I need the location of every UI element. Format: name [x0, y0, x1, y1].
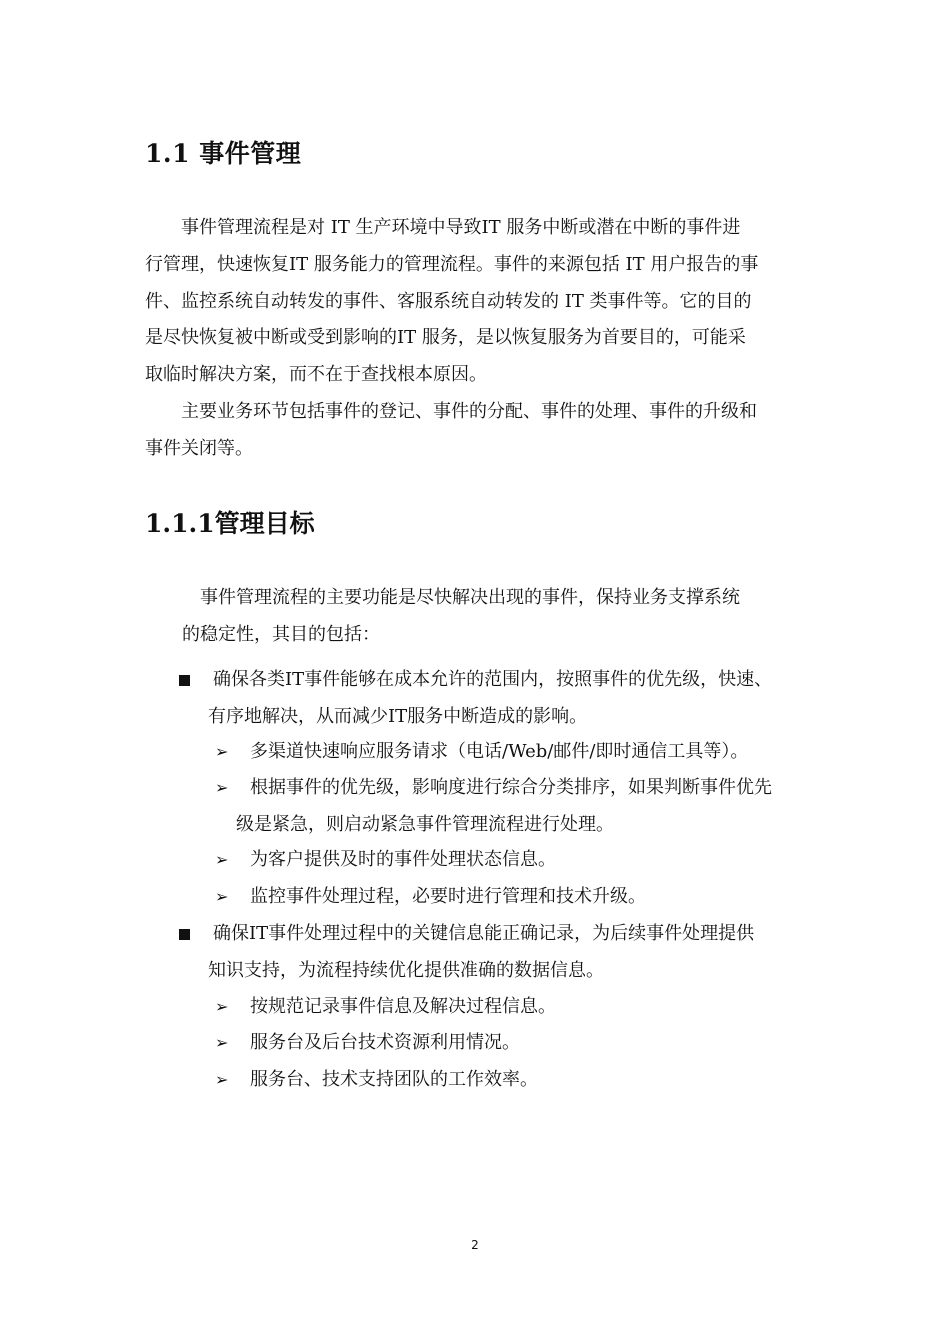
sub-bullet-text [236, 769, 772, 843]
intro-line: 取临时解决方案，而不在于查找根本原因。 [145, 364, 487, 386]
intro-line: 是尽快恢复被中断或受到影响的IT 服务，是以恢复服务为首要目的，可能采 [145, 327, 746, 349]
intro-line: 事件管理流程是对 IT 生产环境中导致IT 服务中断或潜在中断的事件进 [145, 217, 741, 238]
arrow-bullet-icon: ➢ [215, 887, 229, 906]
arrow-bullet-icon: ➢ [215, 997, 229, 1016]
bullet-text [208, 915, 755, 989]
subsection-heading: 1.1.1管理目标 [145, 509, 315, 538]
intro-line: 行管理，快速恢复IT 服务能力的管理流程。事件的来源包括 IT 用户报告的事 [145, 253, 759, 275]
sub-bullet-line: 为客户提供及时的事件处理状态信息。 [250, 849, 556, 870]
sub-bullet-line: 服务台、技术支持团队的工作效率。 [250, 1069, 538, 1090]
scope-paragraph [145, 394, 810, 468]
arrow-bullet-icon: ➢ [215, 778, 229, 797]
bullet-line: 确保IT事件处理过程中的关键信息能正确记录，为后续事件处理提供 [213, 923, 755, 944]
sub-bullet-line: 监控事件处理过程，必要时进行管理和技术升级。 [250, 886, 646, 907]
intro-paragraph [145, 210, 810, 394]
scope-line: 事件关闭等。 [145, 437, 253, 459]
sub-bullet-text [250, 1061, 538, 1098]
bullet-line: 确保各类IT事件能够在成本允许的范围内，按照事件的优先级，快速、 [213, 669, 773, 690]
arrow-bullet-icon: ➢ [215, 850, 229, 869]
sub-bullet-text [250, 1024, 520, 1061]
section-heading: 1.1 事件管理 [145, 139, 302, 168]
sub-bullet-text [250, 988, 556, 1025]
sub-bullet-text [250, 878, 646, 915]
bullet-text [208, 661, 773, 735]
arrow-bullet-icon: ➢ [215, 1033, 229, 1052]
scope-line: 主要业务环节包括事件的登记、事件的分配、事件的处理、事件的升级和 [145, 401, 757, 422]
sub-bullet-line: 级是紧急，则启动紧急事件管理流程进行处理。 [236, 814, 614, 835]
sub-bullet-line: 按规范记录事件信息及解决过程信息。 [250, 996, 556, 1017]
arrow-bullet-icon: ➢ [215, 1070, 229, 1089]
sub-bullet-text [250, 733, 748, 770]
sub-bullet-line: 根据事件的优先级，影响度进行综合分类排序，如果判断事件优先 [250, 777, 772, 798]
intro-line: 件、监控系统自动转发的事件、客服系统自动转发的 IT 类事件等。它的目的 [145, 290, 752, 312]
goal-line: 的稳定性，其目的包括： [182, 623, 380, 645]
sub-bullet-line: 多渠道快速响应服务请求（电话/Web/邮件/即时通信工具等）。 [250, 741, 749, 762]
sub-bullet-line: 服务台及后台技术资源利用情况。 [250, 1032, 520, 1053]
sub-bullet-text [250, 841, 556, 878]
square-bullet-icon [179, 675, 190, 686]
bullet-line: 有序地解决，从而减少IT服务中断造成的影响。 [208, 706, 588, 727]
bullet-line: 知识支持，为流程持续优化提供准确的数据信息。 [208, 960, 604, 981]
arrow-bullet-icon: ➢ [215, 742, 229, 761]
goal-line: 事件管理流程的主要功能是尽快解决出现的事件，保持业务支撑系统 [182, 587, 740, 608]
goal-paragraph [182, 580, 810, 654]
page-number: 2 [471, 1238, 479, 1252]
square-bullet-icon [179, 929, 190, 940]
